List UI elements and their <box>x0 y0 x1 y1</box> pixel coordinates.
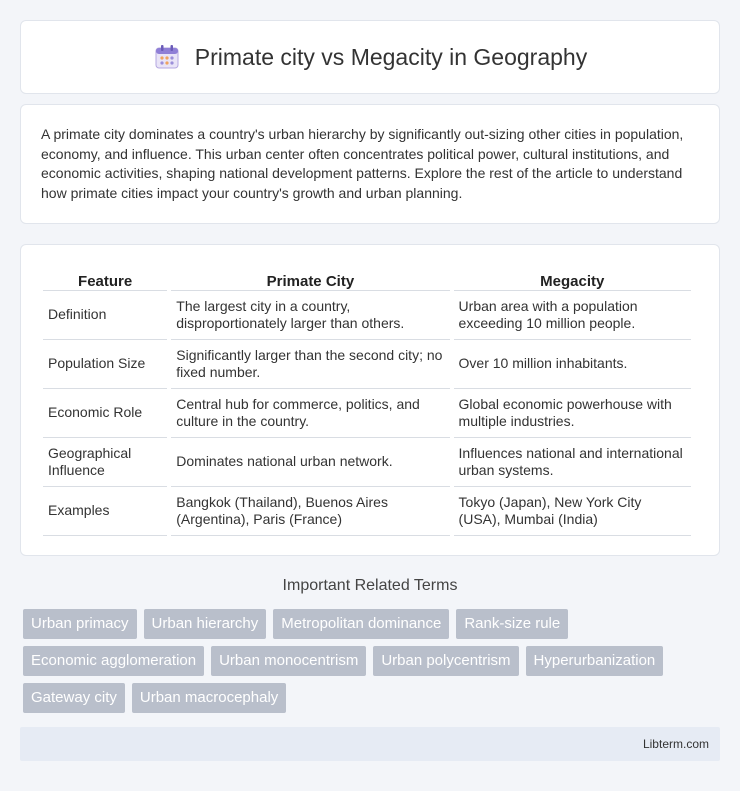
row-megacity: Over 10 million inhabitants. <box>454 340 691 389</box>
page-title: Primate city vs Megacity in Geography <box>194 43 588 70</box>
related-terms-title: Important Related Terms <box>282 577 458 594</box>
term-tag[interactable]: Hyperurbanization <box>526 646 664 676</box>
row-primate-city: Central hub for commerce, politics, and culture in the country. <box>171 389 449 438</box>
table-row <box>43 291 691 340</box>
header-megacity: Megacity <box>454 265 691 291</box>
term-tag[interactable]: Urban polycentrism <box>373 646 518 676</box>
table-card <box>20 244 720 556</box>
row-primate-city: Significantly larger than the second city; no fixed number. <box>171 340 449 389</box>
table-row <box>43 438 691 487</box>
row-feature: Geographical Influence <box>43 438 167 487</box>
row-feature: Definition <box>43 291 167 340</box>
row-feature: Population Size <box>43 340 167 389</box>
title-wrap <box>153 43 587 71</box>
row-primate-city: Bangkok (Thailand), Buenos Aires (Argentina), Paris (France) <box>171 487 449 536</box>
row-megacity: Urban area with a population exceeding 10 million people. <box>454 291 691 340</box>
row-megacity: Influences national and international urban systems. <box>454 438 691 487</box>
related-terms-list <box>23 609 723 713</box>
term-tag[interactable]: Urban macrocephaly <box>132 683 286 713</box>
table-row <box>43 487 691 536</box>
table-row <box>43 389 691 438</box>
footer <box>20 727 720 761</box>
term-tag[interactable]: Urban monocentrism <box>211 646 366 676</box>
intro-card <box>20 104 720 224</box>
row-megacity: Global economic powerhouse with multiple industries. <box>454 389 691 438</box>
header-feature: Feature <box>43 265 167 291</box>
intro-text: A primate city dominates a country's urban hierarchy by significantly out-sizing other cities in population, economy, and influence. This urban center often concentrates political power, cultural institutions, and economic activities, shaping national development patterns. Explore the rest of the article to understand how primate cities impact your country's growth and urban planning. <box>41 126 684 201</box>
footer-site-link[interactable]: Libterm.com <box>642 737 709 751</box>
header-card <box>20 20 720 94</box>
term-tag[interactable]: Rank-size rule <box>456 609 568 639</box>
term-tag[interactable]: Gateway city <box>23 683 125 713</box>
header-primate-city: Primate City <box>171 265 449 291</box>
term-tag[interactable]: Urban primacy <box>23 609 137 639</box>
calendar-icon <box>153 43 181 71</box>
row-primate-city: The largest city in a country, disproportionately larger than others. <box>171 291 449 340</box>
table-row <box>43 340 691 389</box>
row-feature: Examples <box>43 487 167 536</box>
row-primate-city: Dominates national urban network. <box>171 438 449 487</box>
comparison-table <box>39 265 695 536</box>
term-tag[interactable]: Metropolitan dominance <box>273 609 449 639</box>
term-tag[interactable]: Urban hierarchy <box>144 609 267 639</box>
term-tag[interactable]: Economic agglomeration <box>23 646 204 676</box>
row-feature: Economic Role <box>43 389 167 438</box>
table-header-row <box>43 265 691 291</box>
row-megacity: Tokyo (Japan), New York City (USA), Mumbai (India) <box>454 487 691 536</box>
